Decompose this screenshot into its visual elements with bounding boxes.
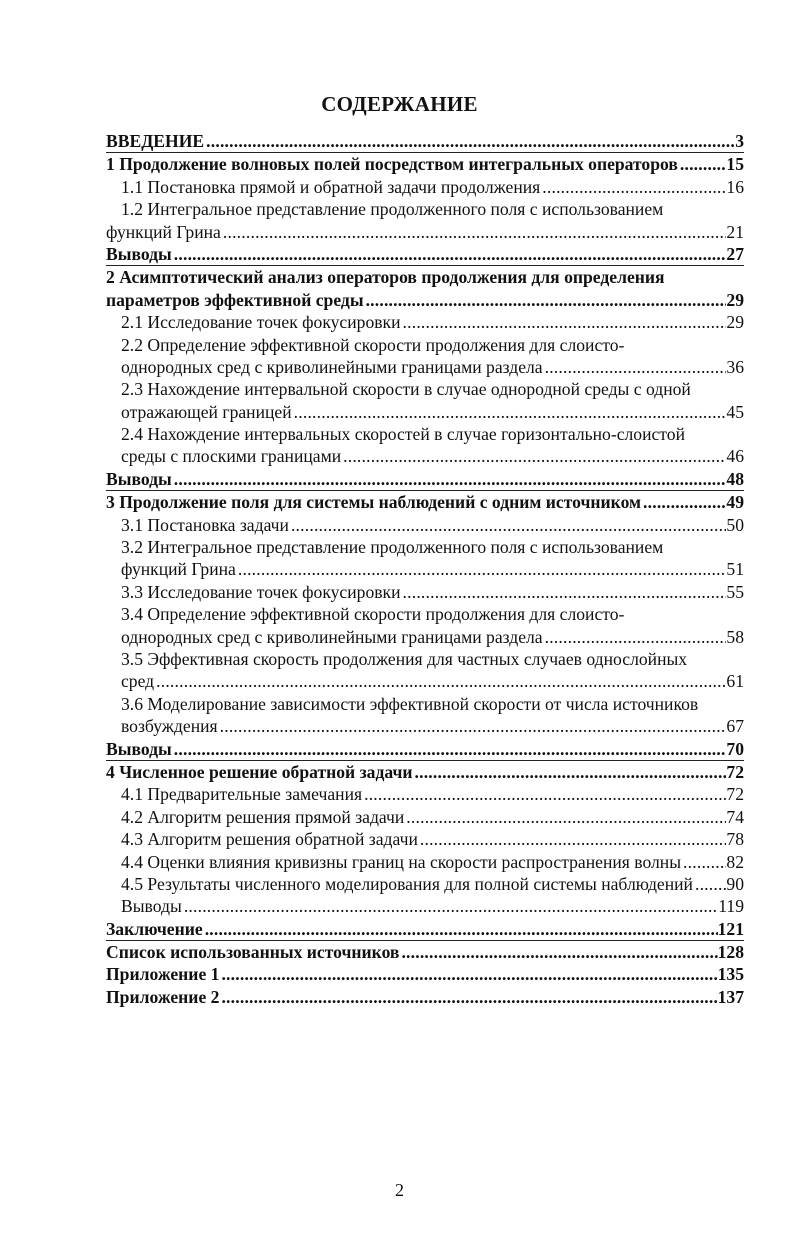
toc-entry-4-5[interactable] [106, 873, 744, 895]
leader-dots [172, 468, 727, 490]
leader-dots [362, 783, 726, 805]
toc-entry-text: однородных сред с криволинейными границами раздела [121, 356, 543, 377]
leader-dots [678, 153, 727, 175]
toc-entry-text: 2.1 Исследование точек фокусировки [121, 312, 401, 333]
toc-entry-text: Выводы [121, 896, 182, 917]
toc-entry-page: 82 [726, 851, 744, 872]
toc-entry-chapter-3[interactable] [106, 491, 744, 513]
toc-entry-page: 46 [726, 446, 744, 467]
toc-entry-1-1[interactable] [106, 176, 744, 198]
toc-entry-appendix-1[interactable] [106, 963, 744, 985]
leader-dots [693, 873, 726, 895]
toc-entry-text: 3.5 Эффективная скорость продолжения для частных случаев однослойных [121, 648, 688, 669]
toc-entry-text: Выводы [106, 243, 172, 264]
leader-dots [154, 670, 726, 692]
toc-entry-text: 3.6 Моделирование зависимости эффективной скорости от числа источников [121, 693, 699, 714]
toc-entry-3-4[interactable] [106, 603, 744, 625]
toc-entry-text: 3 Продолжение поля для системы наблюдений с одним источником [106, 492, 642, 513]
toc-entry-page: 61 [726, 671, 744, 692]
leader-dots [341, 445, 726, 467]
toc-entry-text: Приложение 1 [106, 964, 220, 985]
leader-dots [401, 311, 727, 333]
toc-entry-page: 29 [726, 312, 744, 333]
toc-entry-page: 3 [735, 131, 744, 151]
toc-entry-chapter-2[interactable] [106, 266, 744, 288]
toc-entry-conclusions-1[interactable] [106, 243, 744, 266]
toc-entry-page: 15 [726, 154, 744, 175]
leader-dots [681, 851, 726, 873]
toc-entry-text: 4.1 Предварительные замечания [121, 784, 363, 805]
leader-dots [401, 581, 727, 603]
toc-entry-text: однородных сред с криволинейными границами раздела [121, 626, 543, 647]
toc-entry-page: 128 [717, 942, 744, 963]
leader-dots [641, 491, 726, 513]
toc-entry-page: 74 [726, 806, 744, 827]
toc-entry-3-4-continued[interactable] [106, 626, 744, 648]
toc-entry-conclusion[interactable] [106, 918, 744, 941]
leader-dots [218, 715, 727, 737]
leader-dots [418, 828, 727, 850]
toc-entry-text: 4.5 Результаты численного моделирования для полной системы наблюдений [121, 873, 693, 894]
leader-dots [289, 514, 726, 536]
leader-dots [221, 221, 727, 243]
toc-entry-text: Выводы [106, 468, 172, 489]
toc-entry-page: 45 [726, 401, 744, 422]
toc-entry-page: 49 [726, 492, 744, 513]
toc-entry-text: 4.2 Алгоритм решения прямой задачи [121, 806, 405, 827]
toc-entry-page: 51 [726, 559, 744, 580]
toc-entry-page: 72 [726, 784, 744, 805]
toc-entry-page: 135 [717, 964, 744, 985]
toc-entry-4-3[interactable] [106, 828, 744, 850]
toc-entry-2-2[interactable] [106, 334, 744, 356]
toc-entry-text: 2.3 Нахождение интервальной скорости в случае однородной среды с одной [121, 379, 691, 400]
toc-entry-3-5-continued[interactable] [106, 670, 744, 692]
toc-entry-conclusions-4[interactable] [106, 895, 744, 917]
toc-entry-4-2[interactable] [106, 806, 744, 828]
toc-entry-text: 1 Продолжение волновых полей посредством интегральных операторов [106, 154, 678, 175]
toc-entry-text: Заключение [106, 918, 203, 939]
toc-entry-3-2-continued[interactable] [106, 558, 744, 580]
toc-entry-1-2[interactable] [106, 198, 744, 220]
toc-entry-appendix-2[interactable] [106, 986, 744, 1008]
toc-entry-page: 72 [726, 761, 744, 782]
leader-dots [236, 558, 727, 580]
toc-entry-references[interactable] [106, 941, 744, 963]
toc-entry-chapter-4[interactable] [106, 761, 744, 783]
toc-entry-text: 3.2 Интегральное представление продолженного поля с использованием [121, 537, 664, 558]
toc-entry-page: 55 [726, 581, 744, 602]
toc-entry-2-4-continued[interactable] [106, 445, 744, 467]
toc-entry-text: параметров эффективной среды [106, 289, 364, 310]
toc-entry-text: возбуждения [121, 716, 218, 737]
leader-dots [399, 941, 717, 963]
table-of-contents [106, 130, 744, 1008]
toc-entry-3-6-continued[interactable] [106, 715, 744, 737]
toc-entry-page: 50 [726, 514, 744, 535]
leader-dots [543, 626, 727, 648]
leader-dots [292, 401, 727, 423]
toc-entry-2-1[interactable] [106, 311, 744, 333]
toc-entry-text: 4 Численное решение обратной задачи [106, 761, 413, 782]
toc-entry-text: функций Грина [121, 559, 236, 580]
toc-entry-text: 2.4 Нахождение интервальных скоростей в случае горизонтально-слоистой [121, 424, 685, 445]
toc-entry-3-5[interactable] [106, 648, 744, 670]
toc-entry-chapter-2-continued[interactable] [106, 289, 744, 311]
toc-entry-2-2-continued[interactable] [106, 356, 744, 378]
toc-entry-3-6[interactable] [106, 693, 744, 715]
toc-entry-page: 121 [717, 918, 744, 939]
toc-entry-4-4[interactable] [106, 851, 744, 873]
leader-dots [204, 130, 735, 152]
toc-entry-3-1[interactable] [106, 514, 744, 536]
toc-entry-2-3[interactable] [106, 378, 744, 400]
toc-entry-conclusions-3[interactable] [106, 738, 744, 761]
leader-dots [540, 176, 726, 198]
toc-entry-page: 48 [726, 468, 744, 489]
toc-entry-3-2[interactable] [106, 536, 744, 558]
leader-dots [404, 806, 726, 828]
leader-dots [219, 963, 717, 985]
toc-entry-page: 29 [726, 289, 744, 310]
toc-entry-text: Выводы [106, 738, 172, 759]
toc-title: СОДЕРЖАНИЕ [321, 92, 478, 116]
toc-entry-text: функций Грина [106, 221, 221, 242]
leader-dots [543, 356, 727, 378]
leader-dots [182, 895, 718, 917]
toc-entry-text: 3.4 Определение эффективной скорости продолжения для слоисто- [121, 604, 625, 625]
toc-entry-page: 67 [726, 716, 744, 737]
toc-entry-text: Приложение 2 [106, 986, 220, 1007]
toc-entry-page: 119 [718, 896, 744, 917]
toc-entry-page: 78 [726, 829, 744, 850]
toc-entry-text: сред [121, 671, 155, 692]
toc-entry-text: 3.3 Исследование точек фокусировки [121, 581, 401, 602]
toc-entry-text: 4.3 Алгоритм решения обратной задачи [121, 829, 418, 850]
toc-entry-text: 3.1 Постановка задачи [121, 514, 289, 535]
toc-entry-page: 27 [726, 243, 744, 264]
toc-entry-text: 1.1 Постановка прямой и обратной задачи продолжения [121, 176, 541, 197]
leader-dots [413, 761, 727, 783]
toc-entry-introduction[interactable] [106, 130, 744, 153]
toc-entry-text: 2 Асимптотический анализ операторов продолжения для определения [106, 267, 665, 288]
toc-entry-3-3[interactable] [106, 581, 744, 603]
toc-entry-1-2-continued[interactable] [106, 221, 744, 243]
leader-dots [364, 289, 727, 311]
toc-entry-page: 16 [726, 176, 744, 197]
leader-dots [172, 243, 727, 265]
toc-entry-page: 70 [726, 738, 744, 759]
leader-dots [203, 918, 718, 940]
toc-entry-4-1[interactable] [106, 783, 744, 805]
toc-entry-text: ВВЕДЕНИЕ [106, 131, 205, 151]
toc-entry-text: 2.2 Определение эффективной скорости продолжения для слоисто- [121, 334, 625, 355]
toc-entry-page: 90 [726, 873, 744, 894]
toc-entry-text: 1.2 Интегральное представление продолженного поля с использованием [121, 199, 664, 220]
toc-entry-page: 137 [717, 986, 744, 1007]
toc-entry-page: 21 [726, 221, 744, 242]
toc-entry-conclusions-2[interactable] [106, 468, 744, 491]
toc-entry-page: 36 [726, 356, 744, 377]
leader-dots [219, 986, 717, 1008]
toc-entry-text: Список использованных источников [106, 942, 400, 963]
toc-entry-text: отражающей границей [121, 401, 292, 422]
toc-entry-2-4[interactable] [106, 423, 744, 445]
toc-entry-text: среды с плоскими границами [121, 446, 342, 467]
toc-entry-chapter-1[interactable] [106, 153, 744, 175]
toc-entry-page: 58 [726, 626, 744, 647]
page-number: 2 [395, 1180, 404, 1200]
toc-entry-2-3-continued[interactable] [106, 401, 744, 423]
toc-entry-text: 4.4 Оценки влияния кривизны границ на скорости распространения волны [121, 851, 682, 872]
leader-dots [172, 738, 727, 760]
